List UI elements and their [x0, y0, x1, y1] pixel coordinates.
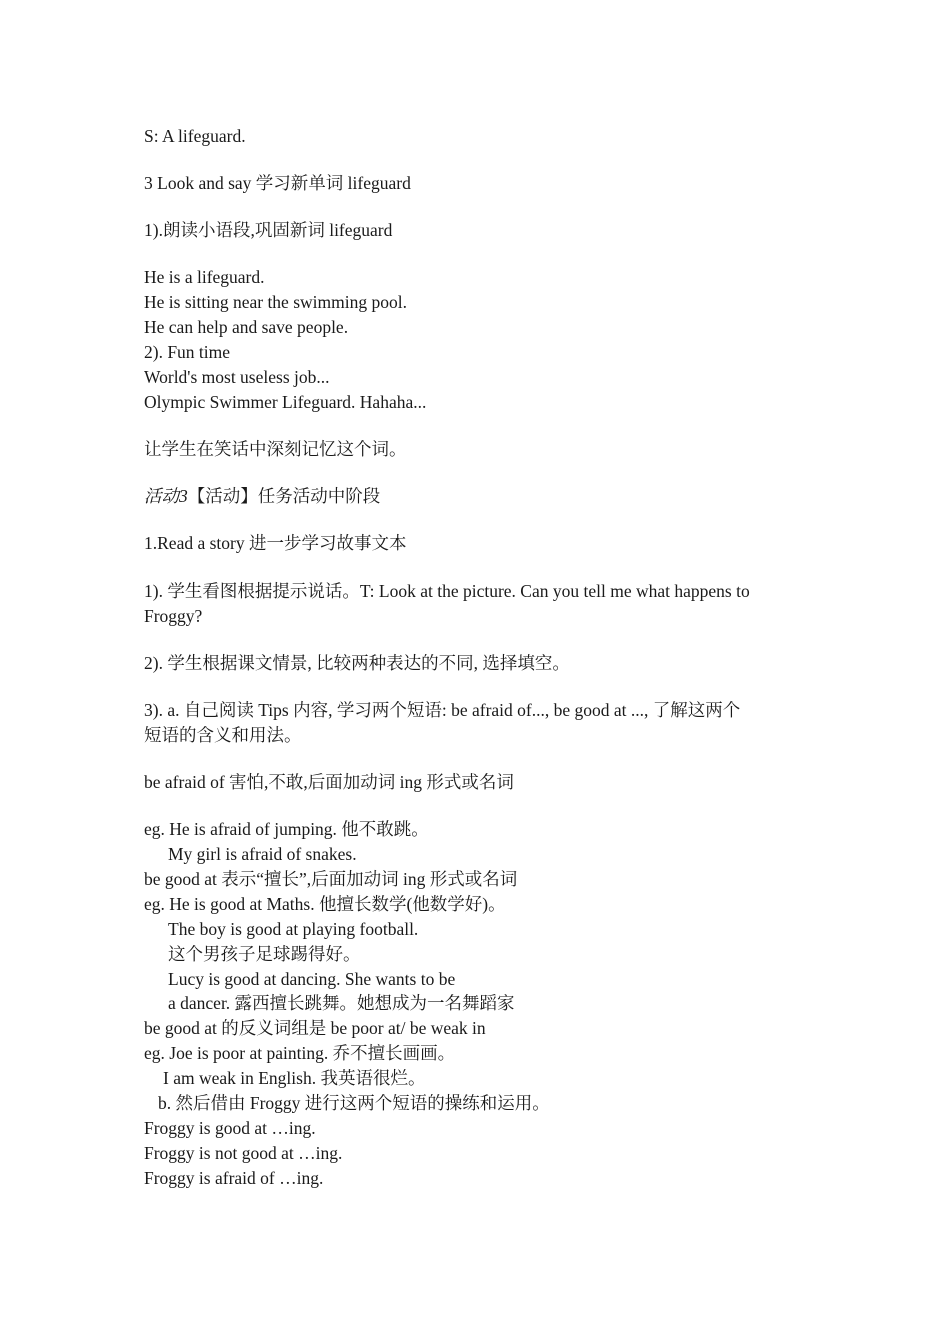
activity-label: 活动3: [144, 486, 188, 506]
example-line: 这个男孩子足球踢得好。: [168, 944, 361, 964]
text-line: He can help and save people.: [144, 317, 349, 337]
text-line: 2). 学生根据课文情景, 比较两种表达的不同, 选择填空。: [144, 653, 570, 673]
section-heading: 3 Look and say 学习新单词 lifeguard: [144, 173, 411, 193]
text-line: 短语的含义和用法。: [144, 725, 302, 745]
text-line: World's most useless job...: [144, 367, 330, 387]
example-line: Lucy is good at dancing. She wants to be: [168, 969, 456, 989]
example-line: My girl is afraid of snakes.: [168, 844, 357, 864]
practice-line: Froggy is not good at …ing.: [144, 1143, 343, 1163]
text-line: 1). 学生看图根据提示说话。T: Look at the picture. Can you tell me what happens to: [144, 581, 750, 601]
step-heading: 1).朗读小语段,巩固新词 lifeguard: [144, 220, 393, 240]
phrase-definition: be good at 表示“擅长”,后面加动词 ing 形式或名词: [144, 869, 518, 889]
example-line: eg. He is afraid of jumping. 他不敢跳。: [144, 819, 429, 839]
step-heading: 2). Fun time: [144, 342, 231, 362]
text-line: 让学生在笑话中深刻记忆这个词。: [144, 439, 407, 459]
text-line: He is a lifeguard.: [144, 267, 265, 287]
practice-line: Froggy is afraid of …ing.: [144, 1168, 324, 1188]
example-line: eg. He is good at Maths. 他擅长数学(他数学好)。: [144, 894, 506, 914]
section-heading: 1.Read a story 进一步学习故事文本: [144, 533, 407, 553]
activity-title: 【活动】任务活动中阶段: [187, 486, 381, 506]
example-line: a dancer. 露西擅长跳舞。她想成为一名舞蹈家: [168, 993, 515, 1013]
example-line: The boy is good at playing football.: [168, 919, 419, 939]
text-line: Olympic Swimmer Lifeguard. Hahaha...: [144, 392, 427, 412]
dialogue-line: S: A lifeguard.: [144, 126, 246, 146]
example-line: eg. Joe is poor at painting. 乔不擅长画画。: [144, 1043, 456, 1063]
step-heading: b. 然后借由 Froggy 进行这两个短语的操练和运用。: [158, 1093, 550, 1113]
text-line: Froggy?: [144, 606, 203, 626]
phrase-definition: be afraid of 害怕,不敢,后面加动词 ing 形式或名词: [144, 772, 514, 792]
example-line: I am weak in English. 我英语很烂。: [163, 1068, 426, 1088]
text-line: 3). a. 自己阅读 Tips 内容, 学习两个短语: be afraid of..., be good at ..., 了解这两个: [144, 700, 741, 720]
phrase-definition: be good at 的反义词组是 be poor at/ be weak in: [144, 1018, 486, 1038]
text-line: He is sitting near the swimming pool.: [144, 292, 407, 312]
activity-heading: [144, 484, 380, 509]
practice-line: Froggy is good at …ing.: [144, 1118, 316, 1138]
